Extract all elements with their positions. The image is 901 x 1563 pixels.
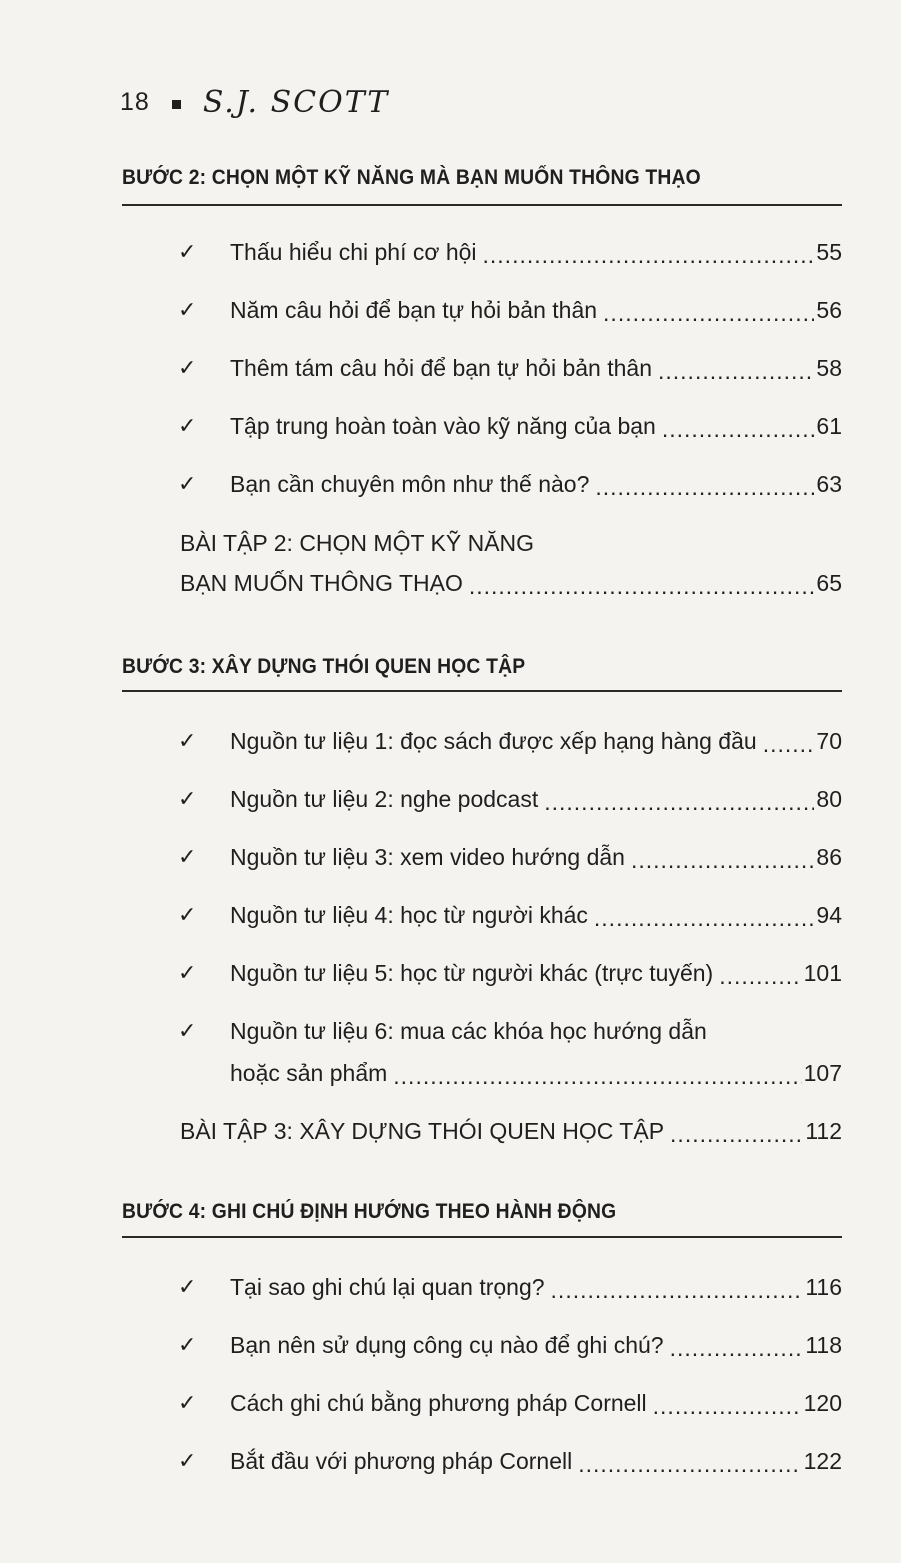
- entry-page: 101: [803, 959, 842, 986]
- entry-page: 63: [816, 470, 842, 497]
- checkmark-icon: ✓: [178, 297, 197, 323]
- exercise-entry: [180, 1114, 842, 1148]
- checkmark-icon: ✓: [178, 355, 197, 381]
- entry-page: 80: [816, 785, 842, 812]
- entry-page: 118: [805, 1331, 842, 1358]
- entry-page: 56: [816, 296, 842, 323]
- entry-title-line2: hoặc sản phẩm: [230, 1059, 388, 1086]
- section-divider: [122, 1236, 842, 1238]
- checkmark-icon: ✓: [178, 239, 197, 265]
- entry-title: Cách ghi chú bằng phương pháp Cornell: [230, 1389, 647, 1416]
- entry-title: Bạn nên sử dụng công cụ nào để ghi chú?: [230, 1331, 664, 1358]
- checkmark-icon: ✓: [178, 844, 197, 870]
- toc-entry: [178, 782, 842, 816]
- dot-leader: [658, 358, 814, 385]
- toc-entry: [178, 724, 842, 758]
- checkmark-icon: ✓: [178, 1448, 197, 1474]
- entry-page: 120: [803, 1389, 842, 1416]
- dot-leader: [544, 789, 814, 816]
- toc-entry: [178, 956, 842, 990]
- checkmark-icon: ✓: [178, 1274, 197, 1300]
- entry-title: Năm câu hỏi để bạn tự hỏi bản thân: [230, 296, 598, 323]
- entry-page: 112: [805, 1117, 842, 1144]
- entry-title: Bạn cần chuyên môn như thế nào?: [230, 470, 590, 497]
- entry-page: 116: [805, 1273, 842, 1300]
- entry-page: 94: [816, 901, 842, 928]
- dot-leader: [653, 1393, 802, 1420]
- dot-leader: [551, 1277, 804, 1304]
- section-divider: [122, 204, 842, 206]
- toc-entry-continuation: [230, 1056, 842, 1090]
- checkmark-icon: ✓: [178, 960, 197, 986]
- entry-page: 55: [816, 238, 842, 265]
- entry-title: Nguồn tư liệu 3: xem video hướng dẫn: [230, 843, 625, 870]
- dot-leader: [603, 300, 814, 327]
- dot-leader: [594, 905, 815, 932]
- entry-title: Nguồn tư liệu 6: mua các khóa học hướng dẫn: [230, 1017, 707, 1044]
- checkmark-icon: ✓: [178, 902, 197, 928]
- section-title: BƯỚC 4: GHI CHÚ ĐỊNH HƯỚNG THEO HÀNH ĐỘNG: [122, 1200, 617, 1223]
- checkmark-icon: ✓: [178, 413, 197, 439]
- entry-title: Thêm tám câu hỏi để bạn tự hỏi bản thân: [230, 354, 652, 381]
- entry-title: Bắt đầu với phương pháp Cornell: [230, 1447, 573, 1474]
- toc-entry: [178, 1444, 842, 1478]
- entry-title: Thấu hiểu chi phí cơ hội: [230, 238, 477, 265]
- dot-leader: [670, 1335, 804, 1362]
- square-bullet-icon: [172, 100, 181, 109]
- entry-page: 65: [816, 569, 842, 596]
- exercise-title-line1: BÀI TẬP 2: CHỌN MỘT KỸ NĂNG: [180, 529, 535, 556]
- checkmark-icon: ✓: [178, 471, 197, 497]
- toc-entry: [178, 840, 842, 874]
- entry-title: Nguồn tư liệu 5: học từ người khác (trực tuyến): [230, 959, 714, 986]
- section-title: BƯỚC 2: CHỌN MỘT KỸ NĂNG MÀ BẠN MUỐN THÔNG THẠO: [122, 166, 701, 189]
- dot-leader: [483, 242, 815, 269]
- entry-page: 58: [816, 354, 842, 381]
- checkmark-icon: ✓: [178, 728, 197, 754]
- toc-entry: [178, 1386, 842, 1420]
- dot-leader: [631, 847, 814, 874]
- dot-leader: [595, 474, 814, 501]
- toc-entry: [178, 351, 842, 385]
- entry-title: Nguồn tư liệu 4: học từ người khác: [230, 901, 588, 928]
- entry-title: Nguồn tư liệu 2: nghe podcast: [230, 785, 539, 812]
- entry-page: 107: [803, 1059, 842, 1086]
- dot-leader: [662, 416, 815, 443]
- section-divider: [122, 690, 842, 692]
- toc-entry: [178, 409, 842, 443]
- exercise-entry: [180, 566, 842, 600]
- entry-page: 86: [816, 843, 842, 870]
- toc-entry: [178, 467, 842, 501]
- page-number: 18: [120, 87, 150, 116]
- dot-leader: [763, 731, 815, 758]
- exercise-title-line2: BẠN MUỐN THÔNG THẠO: [180, 569, 463, 596]
- entry-page: 70: [816, 727, 842, 754]
- toc-entry: [178, 1014, 842, 1048]
- exercise-title: BÀI TẬP 3: XÂY DỰNG THÓI QUEN HỌC TẬP: [180, 1117, 665, 1144]
- toc-entry: [178, 293, 842, 327]
- running-header: [120, 82, 389, 122]
- dot-leader: [670, 1121, 803, 1148]
- toc-entry: [178, 235, 842, 269]
- entry-page: 61: [816, 412, 842, 439]
- dot-leader: [469, 573, 815, 600]
- checkmark-icon: ✓: [178, 1018, 197, 1044]
- checkmark-icon: ✓: [178, 1332, 197, 1358]
- toc-entry: [178, 1328, 842, 1362]
- checkmark-icon: ✓: [178, 786, 197, 812]
- entry-title: Tại sao ghi chú lại quan trọng?: [230, 1273, 545, 1300]
- checkmark-icon: ✓: [178, 1390, 197, 1416]
- dot-leader: [578, 1451, 801, 1478]
- entry-title: Tập trung hoàn toàn vào kỹ năng của bạn: [230, 412, 656, 439]
- dot-leader: [393, 1063, 801, 1090]
- section-title: BƯỚC 3: XÂY DỰNG THÓI QUEN HỌC TẬP: [122, 655, 526, 678]
- entry-page: 122: [803, 1447, 842, 1474]
- dot-leader: [719, 963, 801, 990]
- toc-entry: [178, 898, 842, 932]
- entry-title: Nguồn tư liệu 1: đọc sách được xếp hạng hàng đầu: [230, 727, 757, 754]
- author-name: S.J. SCOTT: [202, 84, 390, 120]
- toc-entry: [178, 1270, 842, 1304]
